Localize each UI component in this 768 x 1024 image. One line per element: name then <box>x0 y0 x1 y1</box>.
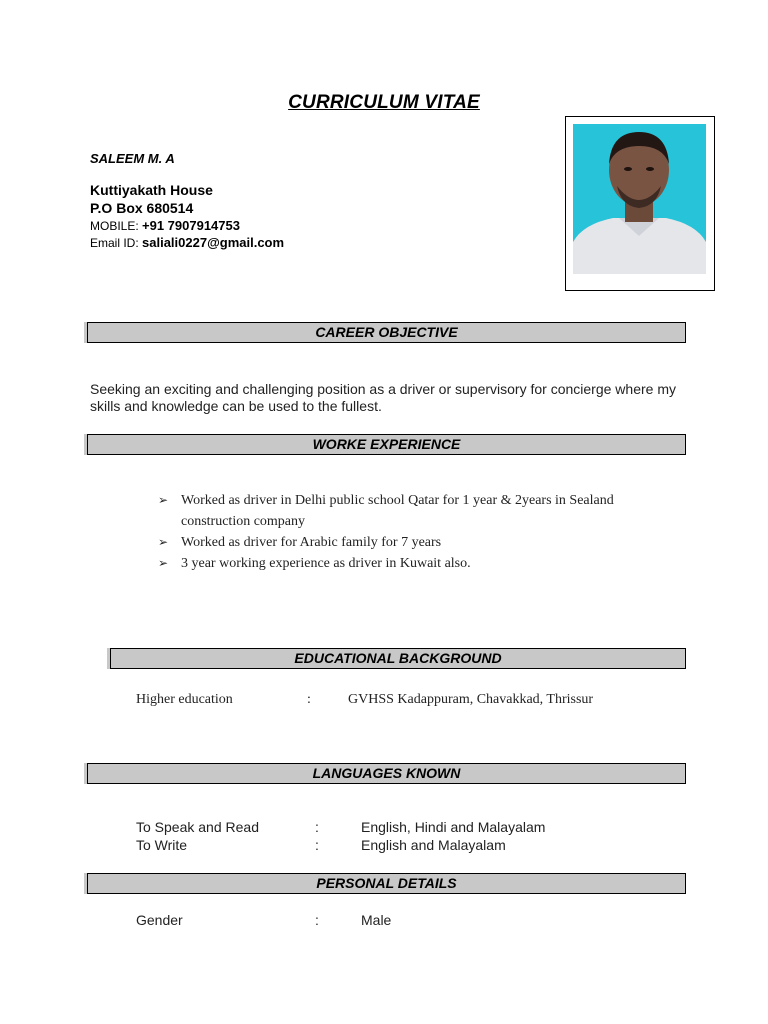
languages-speak-value: English, Hindi and Malayalam <box>361 819 546 835</box>
languages-write-separator: : <box>315 837 319 853</box>
section-header-education: EDUCATIONAL BACKGROUND <box>110 648 686 669</box>
bullet-arrow-icon: ➢ <box>158 535 169 549</box>
email-label: Email ID: <box>90 236 143 250</box>
email-line <box>90 235 284 250</box>
languages-speak-label: To Speak and Read <box>136 819 259 835</box>
document-title: CURRICULUM VITAE <box>288 92 480 113</box>
section-header-work-experience: WORKE EXPERIENCE <box>87 434 686 455</box>
email-address: saliali0227@gmail.com <box>142 235 285 250</box>
list-item-text: Worked as driver for Arabic family for 7 years <box>181 535 442 550</box>
languages-speak-separator: : <box>315 819 319 835</box>
education-separator: : <box>307 692 311 707</box>
section-header-career-objective: CAREER OBJECTIVE <box>87 322 686 343</box>
address-line-2: P.O Box 680514 <box>90 200 194 216</box>
gender-separator: : <box>315 912 319 928</box>
list-item-text: Worked as driver in Delhi public school Qatar for 1 year & 2years in Sealand construction company <box>181 493 614 529</box>
languages-write-value: English and Malayalam <box>361 837 506 853</box>
bullet-arrow-icon: ➢ <box>158 556 169 570</box>
work-experience-list <box>158 490 658 574</box>
career-objective-text: Seeking an exciting and challenging position as a driver or supervisory for concierge where my skills and knowledge can be used to the fullest. <box>90 381 676 414</box>
candidate-name: SALEEM M. A <box>90 151 175 166</box>
education-label: Higher education <box>136 692 233 707</box>
section-header-personal-details: PERSONAL DETAILS <box>87 873 686 894</box>
bullet-arrow-icon: ➢ <box>158 493 169 507</box>
section-header-languages: LANGUAGES KNOWN <box>87 763 686 784</box>
education-value: GVHSS Kadappuram, Chavakkad, Thrissur <box>348 692 594 707</box>
languages-write-label: To Write <box>136 837 188 853</box>
list-item <box>158 553 658 574</box>
photo-frame <box>565 116 715 291</box>
gender-value: Male <box>361 912 392 928</box>
gender-label: Gender <box>136 912 183 928</box>
profile-photo <box>573 124 706 274</box>
address-line-1: Kuttiyakath House <box>90 182 213 198</box>
list-item <box>158 490 658 532</box>
mobile-line <box>90 218 240 233</box>
mobile-number: +91 7907914753 <box>142 218 240 233</box>
list-item-text: 3 year working experience as driver in Kuwait also. <box>181 556 471 571</box>
mobile-label: MOBILE: <box>90 219 143 233</box>
list-item <box>158 532 658 553</box>
